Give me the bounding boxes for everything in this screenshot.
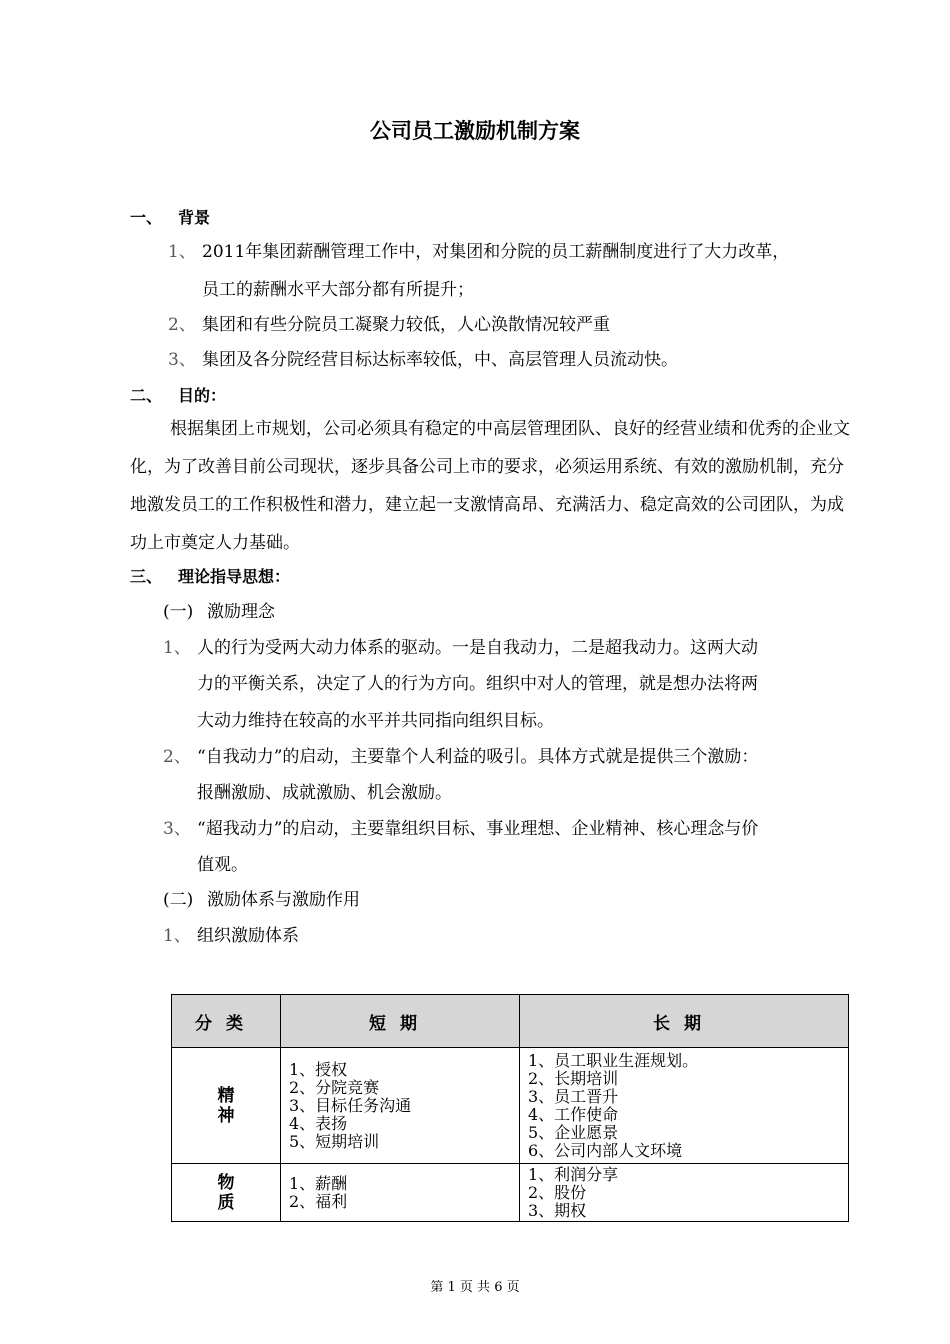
list-item: 1、员工职业生涯规划。: [528, 1050, 699, 1070]
subsection-incentive-system: [163, 888, 360, 912]
header-long-term: 长期: [520, 995, 849, 1048]
list-item: 6、公司内部人文环境: [528, 1140, 683, 1160]
list-item: 4、表扬: [289, 1113, 348, 1133]
theory-item-3: [163, 817, 758, 841]
background-item-3: [168, 348, 678, 372]
table-row: [172, 1164, 849, 1222]
section-heading-theory: [130, 565, 290, 589]
page-title: 公司员工激励机制方案: [370, 119, 580, 143]
item-text: 集团和有些分院员工凝聚力较低，人心涣散情况较严重: [202, 315, 610, 335]
long-term-cell: [520, 1164, 849, 1222]
item-text: 组织激励体系: [197, 926, 299, 946]
item-text: “自我动力”的启动，主要靠个人利益的吸引。具体方式就是提供三个激励：: [197, 747, 759, 767]
section-heading-purpose: [130, 384, 226, 408]
list-item: 2、股份: [528, 1182, 587, 1202]
short-term-cell: [281, 1164, 520, 1222]
item-number: 1、: [163, 926, 191, 946]
category-cell-spiritual: [172, 1048, 281, 1164]
list-item: 2、长期培训: [528, 1068, 619, 1088]
theory-item-2-cont: 报酬激励、成就激励、机会激励。: [197, 783, 452, 803]
subsection-incentive-concept: [163, 600, 275, 624]
list-item: 2、分院竞赛: [289, 1077, 380, 1097]
subsection-item-org-system: [163, 924, 299, 948]
subsection-number: (一): [163, 602, 194, 622]
page-footer: 第 1 页 共 6 页: [430, 1280, 520, 1295]
section-number: 一、: [130, 208, 163, 227]
background-item-2: [168, 313, 610, 337]
list-item: 1、授权: [289, 1059, 348, 1079]
list-item: 4、工作使命: [528, 1104, 619, 1124]
category-char: 物: [217, 1172, 235, 1193]
purpose-paragraph: [130, 410, 850, 562]
list-item: 2、福利: [289, 1191, 348, 1211]
list-item: 1、薪酬: [289, 1173, 348, 1193]
item-text: 集团及各分院经营目标达标率较低，中、高层管理人员流动快。: [202, 350, 678, 370]
table-row: [172, 1048, 849, 1164]
item-text: 人的行为受两大动力体系的驱动。一是自我动力，二是超我动力。这两大动: [197, 638, 758, 658]
item-text: “超我动力”的启动，主要靠组织目标、事业理想、企业精神、核心理念与价: [197, 819, 759, 839]
background-item-1-cont: 员工的薪酬水平大部分都有所提升；: [202, 280, 474, 300]
subsection-label: 激励理念: [207, 602, 275, 622]
category-char: 精: [217, 1085, 235, 1106]
list-item: 3、目标任务沟通: [289, 1095, 412, 1115]
section-label: 背景: [178, 208, 211, 227]
item-number: 3、: [168, 350, 196, 370]
theory-item-3-cont: 值观。: [197, 855, 248, 875]
list-item: 3、期权: [528, 1200, 587, 1220]
background-item-1: [168, 240, 789, 264]
short-term-cell: [281, 1048, 520, 1164]
incentive-table: [171, 994, 849, 1222]
theory-item-1: [163, 636, 758, 660]
section-label: 理论指导思想：: [178, 567, 291, 586]
header-category: 分类: [172, 995, 281, 1048]
section-number: 二、: [130, 386, 163, 405]
header-short-term: 短期: [281, 995, 520, 1048]
list-item: 5、企业愿景: [528, 1122, 619, 1142]
item-text: 2011年集团薪酬管理工作中，对集团和分院的员工薪酬制度进行了大力改革，: [202, 242, 790, 262]
item-number: 1、: [163, 638, 191, 658]
theory-item-2: [163, 745, 758, 769]
theory-item-1-cont: 大动力维持在较高的水平并共同指向组织目标。: [197, 711, 554, 731]
section-heading-background: [130, 206, 210, 230]
subsection-label: 激励体系与激励作用: [207, 890, 360, 910]
subsection-number: (二): [163, 890, 194, 910]
list-item: 3、员工晋升: [528, 1086, 619, 1106]
theory-item-1-cont: 力的平衡关系，决定了人的行为方向。组织中对人的管理，就是想办法将两: [197, 674, 758, 694]
section-label: 目的：: [178, 386, 227, 405]
section-number: 三、: [130, 567, 163, 586]
item-number: 3、: [163, 819, 191, 839]
category-char: 神: [217, 1105, 235, 1126]
category-char: 质: [217, 1192, 235, 1213]
long-term-cell: [520, 1048, 849, 1164]
item-number: 1、: [168, 242, 196, 262]
category-cell-material: [172, 1164, 281, 1222]
item-number: 2、: [163, 747, 191, 767]
purpose-text: 根据集团上市规划，公司必须具有稳定的中高层管理团队、良好的经营业绩和优秀的企业文化，为了改善目前公司现状，逐步具备公司上市的要求，必须运用系统、有效的激励机制，充分地激发员工的工作积极性和潜力，建立起一支激情高昂、充满活力、稳定高效的公司团队，为成功上市奠定人力基础。: [130, 419, 850, 553]
list-item: 5、短期培训: [289, 1131, 380, 1151]
list-item: 1、利润分享: [528, 1164, 619, 1184]
item-number: 2、: [168, 315, 196, 335]
table-header-row: [172, 995, 849, 1048]
